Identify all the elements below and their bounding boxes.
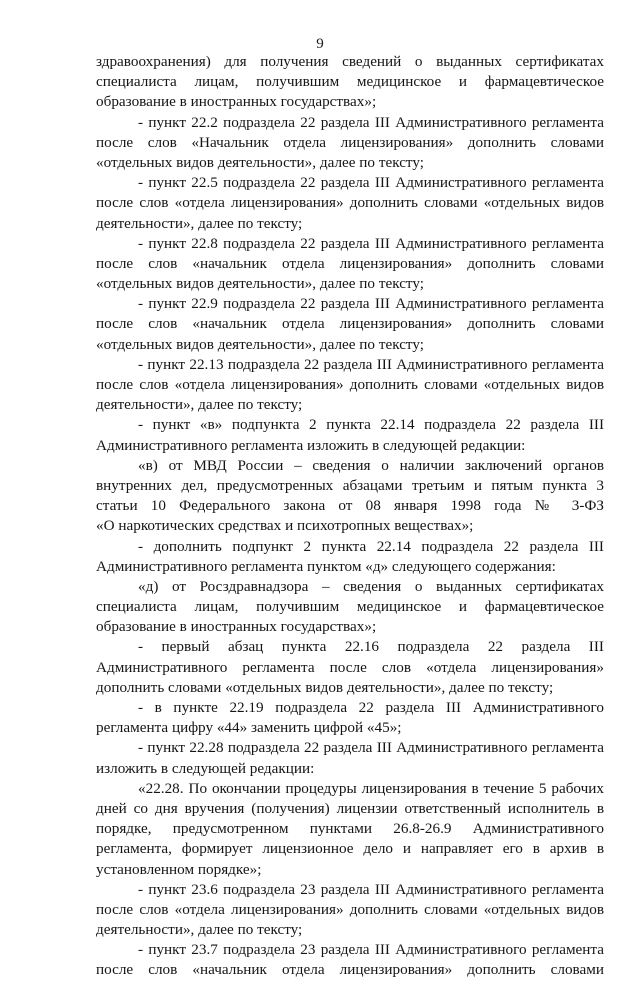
text-line: - пункт 22.2 подраздела 22 раздела III Административного регламента xyxy=(138,113,604,131)
text-line: дней со дня вручения (получения) лицензии ответственный исполнитель в xyxy=(96,799,604,817)
text-line: - пункт 23.6 подраздела 23 раздела III Административного регламента xyxy=(138,880,604,898)
text-line: изложить в следующей редакции: xyxy=(96,759,315,777)
text-line: после слов «начальник отдела лицензирования» дополнить словами xyxy=(96,254,604,272)
text-line: деятельности», далее по тексту; xyxy=(96,921,303,939)
text-line: «22.28. По окончании процедуры лицензирования в течение 5 рабочих xyxy=(138,779,604,797)
text-line: статьи 10 Федерального закона от 08 января 1998 года № 3-ФЗ xyxy=(96,497,604,515)
text-line: Административного регламента после слов «отдела лицензирования» xyxy=(96,658,604,676)
text-line: «отдельных видов деятельности», далее по тексту; xyxy=(96,275,424,293)
text-line: образование в иностранных государствах»; xyxy=(96,618,377,636)
text-line: специалиста лицам, получившим медицинское и фармацевтическое xyxy=(96,598,604,616)
text-line: после слов «отдела лицензирования» дополнить словами «отдельных видов xyxy=(96,376,604,393)
text-line: после слов «Начальник отдела лицензирования» дополнить словами xyxy=(96,133,604,151)
text-line: деятельности», далее по тексту; xyxy=(96,396,303,414)
text-line: - пункт 22.28 подраздела 22 раздела III Административного регламента xyxy=(138,739,604,757)
text-line: Административного регламента пунктом «д» следующего содержания: xyxy=(96,557,556,575)
text-line: - пункт 23.7 подраздела 23 раздела III Административного регламента xyxy=(138,941,604,959)
text-line: - пункт 22.8 подраздела 22 раздела III Административного регламента xyxy=(138,234,604,252)
text-line: - пункт 22.5 подраздела 22 раздела III Административного регламента xyxy=(138,174,604,192)
document-body xyxy=(96,52,604,981)
page-number: 9 xyxy=(316,36,324,52)
text-line: образование в иностранных государствах»; xyxy=(96,93,377,111)
text-line: - пункт 22.13 подраздела 22 раздела III Административного регламента xyxy=(138,355,604,373)
text-line: «д) от Росздравнадзора – сведения о выданных сертификатах xyxy=(138,577,604,595)
text-line: внутренних дел, предусмотренных абзацами третьим и пятым пункта 3 xyxy=(96,476,604,494)
text-line: Административного регламента изложить в следующей редакции: xyxy=(96,436,526,454)
text-line: «О наркотических средствах и психотропных веществах»; xyxy=(96,517,474,535)
text-line: деятельности», далее по тексту; xyxy=(96,214,303,232)
text-line: дополнить словами «отдельных видов деятельности», далее по тексту; xyxy=(96,678,554,696)
text-line: - дополнить подпункт 2 пункта 22.14 подраздела 22 раздела III xyxy=(138,537,604,555)
text-line: регламента, формирует лицензионное дело и направляет его в архив в xyxy=(96,840,604,858)
text-line: после слов «начальник отдела лицензирования» дополнить словами xyxy=(96,961,604,979)
text-line: после слов «начальник отдела лицензирования» дополнить словами xyxy=(96,315,604,333)
text-line: - в пункте 22.19 подраздела 22 раздела III Административного xyxy=(138,699,604,716)
text-line: специалиста лицам, получившим медицинское и фармацевтическое xyxy=(96,73,604,91)
text-line: - пункт 22.9 подраздела 22 раздела III Административного регламента xyxy=(138,295,604,313)
text-line: регламента цифру «44» заменить цифрой «45»; xyxy=(96,719,402,737)
text-line: после слов «отдела лицензирования» дополнить словами «отдельных видов xyxy=(96,900,604,918)
text-line: - пункт «в» подпункта 2 пункта 22.14 подраздела 22 раздела III xyxy=(138,416,604,434)
text-line: порядке, предусмотренном пунктами 26.8-26.9 Административного xyxy=(96,820,604,838)
text-line: «отдельных видов деятельности», далее по тексту; xyxy=(96,153,424,171)
text-line: «отдельных видов деятельности», далее по тексту; xyxy=(96,335,424,353)
text-line: здравоохранения) для получения сведений о выданных сертификатах xyxy=(96,53,604,70)
text-line: установленном порядке»; xyxy=(96,860,262,878)
text-line: - первый абзац пункта 22.16 подраздела 22 раздела III xyxy=(138,638,604,656)
text-line: «в) от МВД России – сведения о наличии заключений органов xyxy=(138,456,604,474)
text-line: после слов «отдела лицензирования» дополнить словами «отдельных видов xyxy=(96,194,604,212)
